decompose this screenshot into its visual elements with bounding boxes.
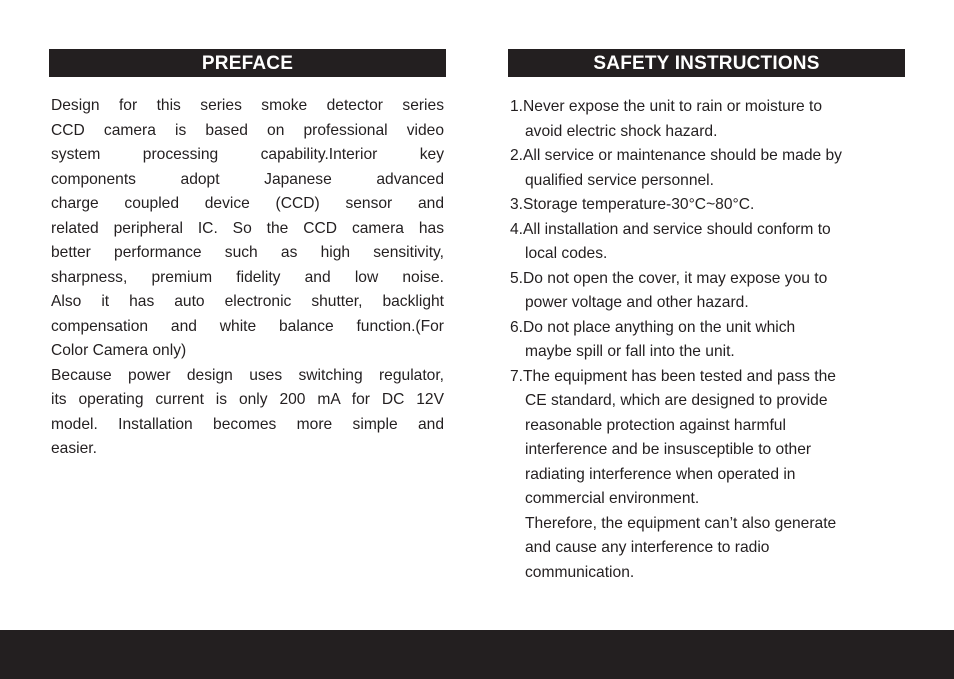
safety-item-line: commercial environment. [525,490,700,507]
safety-item-line: CE standard, which are designed to provide [525,392,828,409]
safety-item-line: 3.Storage temperature-30°C~80°C. [510,196,755,213]
safety-item-line: Therefore, the equipment can’t also generate [525,514,837,532]
safety-heading-bar [508,49,905,77]
safety-item-line: radiating interference when operated in [525,465,796,483]
preface-text-line: charge coupled device (CCD) sensor and [51,195,444,212]
safety-item-line: avoid electric shock hazard. [525,122,718,140]
preface-text-line: sharpness, premium fidelity and low noise. [51,268,444,286]
safety-item-line: and cause any interference to radio [525,539,770,556]
safety-item-line: interference and be insusceptible to other [525,441,812,458]
safety-item-line: 2.All service or maintenance should be made by [510,147,842,164]
preface-text-line: compensation and white balance function.(For [51,317,444,335]
preface-text-line: CCD camera is based on professional video [51,121,444,139]
safety-item-line: maybe spill or fall into the unit. [525,343,735,360]
safety-item-line: power voltage and other hazard. [525,294,749,311]
preface-text-line: its operating current is only 200 mA for DC 12V [51,391,444,408]
safety-item-line: communication. [525,563,635,581]
preface-heading: PREFACE [201,53,294,74]
safety-item-line: local codes. [525,245,608,262]
preface-text-line: Color Camera only) [51,342,187,359]
safety-item-line: 1.Never expose the unit to rain or moisture to [510,98,823,115]
safety-item-line: 4.All installation and service should conform to [510,220,831,238]
safety-item-line: reasonable protection against harmful [525,416,786,434]
preface-text-line: Design for this series smoke detector series [51,97,444,114]
safety-item-line: 7.The equipment has been tested and pass the [510,367,836,385]
preface-heading-bar [49,49,446,77]
preface-text-line: better performance such as high sensitivity, [51,244,444,261]
preface-text-line: system processing capability.Interior key [51,146,444,163]
safety-item-line: 5.Do not open the cover, it may expose you to [510,269,828,287]
preface-text-line: Also it has auto electronic shutter, backlight [51,293,444,310]
preface-text-line: easier. [51,440,97,457]
preface-text-line: Because power design uses switching regulator, [51,366,444,384]
preface-text-block [51,94,444,462]
safety-item-line: 6.Do not place anything on the unit which [510,318,796,336]
preface-text-line: model. Installation becomes more simple and [51,415,444,433]
footer-band [0,630,954,679]
safety-instructions-list [510,95,910,585]
preface-text-line: related peripheral IC. So the CCD camera has [51,219,444,237]
preface-text-line: components adopt Japanese advanced [51,170,444,188]
safety-item-line: qualified service personnel. [525,171,714,189]
safety-heading: SAFETY INSTRUCTIONS [593,53,820,74]
